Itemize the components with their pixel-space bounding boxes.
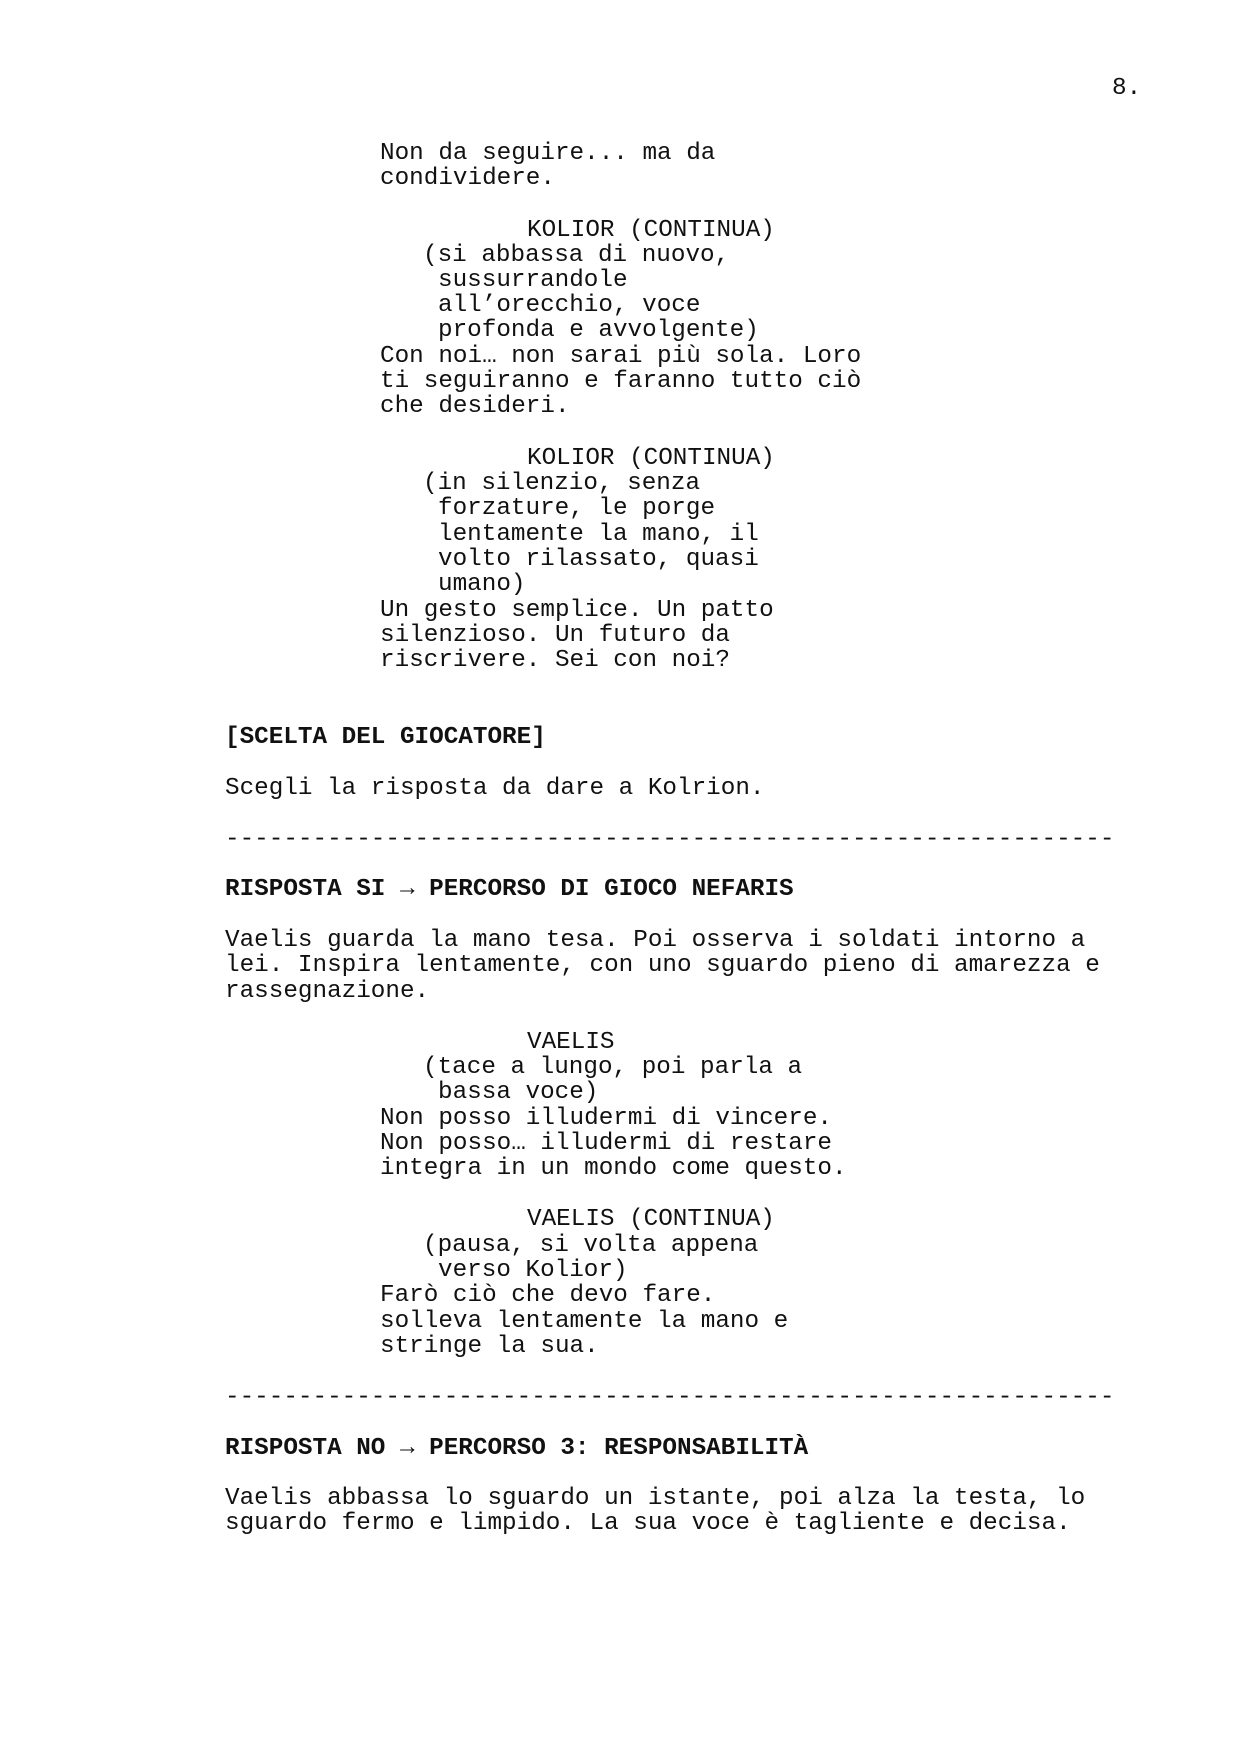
dialogue-line: Non da seguire... ma da [380, 140, 716, 167]
action-line: rassegnazione. [225, 978, 430, 1005]
parenthetical-line: (pausa, si volta appena [423, 1232, 759, 1259]
dialogue-line: condividere. [380, 165, 555, 192]
action-line: Vaelis guarda la mano tesa. Poi osserva i soldati intorno a [225, 927, 1086, 954]
parenthetical-line: (si abbassa di nuovo, [423, 242, 730, 269]
parenthetical-line: profonda e avvolgente) [438, 317, 759, 344]
character-name: VAELIS (CONTINUA) [527, 1206, 775, 1233]
dialogue-line: solleva lentamente la mano e [380, 1308, 789, 1335]
character-name: KOLIOR (CONTINUA) [527, 217, 775, 244]
character-name: KOLIOR (CONTINUA) [527, 445, 775, 472]
dialogue-line: stringe la sua. [380, 1333, 599, 1360]
dialogue-line: riscrivere. Sei con noi? [380, 647, 730, 674]
parenthetical-line: lentamente la mano, il [438, 521, 759, 548]
dialogue-line: Farò ciò che devo fare. [380, 1282, 716, 1309]
dialogue-line: Non posso… illudermi di restare [380, 1130, 832, 1157]
dialogue-line: Non posso illudermi di vincere. [380, 1105, 832, 1132]
dialogue-line: che desideri. [380, 393, 570, 420]
parenthetical-line: all’orecchio, voce [438, 292, 701, 319]
action-line: Vaelis abbassa lo sguardo un istante, poi alza la testa, lo [225, 1485, 1086, 1512]
separator-line: ------------------------------------------------------------- [225, 826, 1115, 853]
dialogue-line: integra in un mondo come questo. [380, 1155, 847, 1182]
page-number: 8. [1112, 75, 1142, 102]
separator-line: ------------------------------------------------------------- [225, 1384, 1115, 1411]
section-heading: RISPOSTA NO → PERCORSO 3: RESPONSABILITÀ [225, 1435, 809, 1462]
action-line: sguardo fermo e limpido. La sua voce è tagliente e decisa. [225, 1510, 1071, 1537]
parenthetical-line: forzature, le porge [438, 495, 716, 522]
parenthetical-line: sussurrandole [438, 267, 628, 294]
section-heading: [SCELTA DEL GIOCATORE] [225, 724, 546, 751]
character-name: VAELIS [527, 1029, 615, 1056]
dialogue-line: Con noi… non sarai più sola. Loro [380, 343, 862, 370]
parenthetical-line: bassa voce) [438, 1079, 599, 1106]
action-line: lei. Inspira lentamente, con uno sguardo pieno di amarezza e [225, 952, 1100, 979]
section-heading: RISPOSTA SI → PERCORSO DI GIOCO NEFARIS [225, 876, 794, 903]
parenthetical-line: volto rilassato, quasi [438, 546, 759, 573]
parenthetical-line: umano) [438, 571, 526, 598]
parenthetical-line: (in silenzio, senza [423, 470, 701, 497]
dialogue-line: Un gesto semplice. Un patto [380, 597, 774, 624]
parenthetical-line: (tace a lungo, poi parla a [423, 1054, 803, 1081]
dialogue-line: ti seguiranno e faranno tutto ciò [380, 368, 862, 395]
action-line: Scegli la risposta da dare a Kolrion. [225, 775, 765, 802]
parenthetical-line: verso Kolior) [438, 1257, 628, 1284]
dialogue-line: silenzioso. Un futuro da [380, 622, 730, 649]
